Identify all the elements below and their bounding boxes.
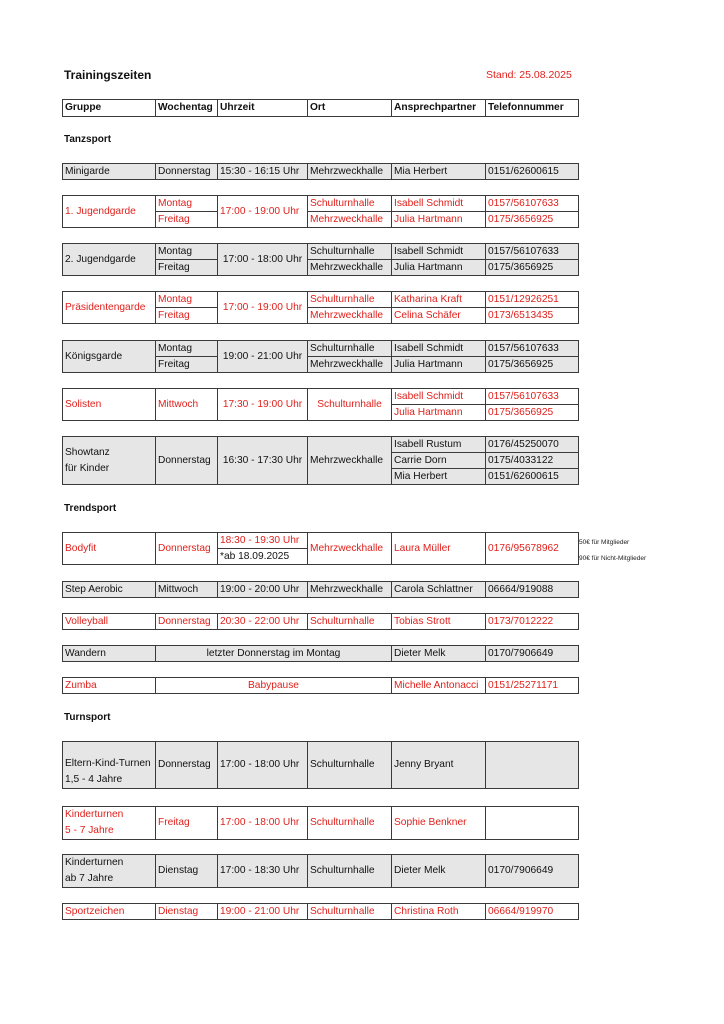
- table-row: [63, 244, 579, 260]
- cell-zeit: 17:00 - 19:00 Uhr: [218, 196, 308, 228]
- cell-tel: 0151/12926251: [486, 292, 579, 308]
- cell-zeit: 19:00 - 21:00 Uhr: [218, 904, 308, 920]
- stand-date: Stand: 25.08.2025: [486, 69, 572, 81]
- cell-person: Isabell Schmidt: [392, 244, 486, 260]
- cell-person: Katharina Kraft: [392, 292, 486, 308]
- cell-ort: Schulturnhalle: [308, 341, 392, 357]
- cell-gruppe: Königsgarde: [63, 341, 156, 373]
- cell-zeit-note: *ab 18.09.2025: [218, 549, 308, 565]
- cell-zeit: 20:30 - 22:00 Uhr: [218, 614, 308, 630]
- cell-tel: 0173/7012222: [486, 614, 579, 630]
- cell-person: Isabell Rustum: [392, 437, 486, 453]
- cell-tel: 0151/62600615: [486, 164, 579, 180]
- cell-info: letzter Donnerstag im Montag: [156, 646, 392, 662]
- cell-tag: Donnerstag: [156, 437, 218, 485]
- table-kinderturnen-5-7: [62, 806, 579, 840]
- cell-ort: Schulturnhalle: [308, 742, 392, 789]
- cell-gruppe: Minigarde: [63, 164, 156, 180]
- cell-ort: Schulturnhalle: [308, 196, 392, 212]
- table-row: [63, 341, 579, 357]
- cell-ort: Schulturnhalle: [308, 807, 392, 840]
- cell-person: Isabell Schmidt: [392, 389, 486, 405]
- table-row: [63, 196, 579, 212]
- cell-tel: 0157/56107633: [486, 389, 579, 405]
- table-solisten: [62, 388, 579, 421]
- cell-ort: Mehrzweckhalle: [308, 164, 392, 180]
- cell-gruppe: Bodyfit: [63, 533, 156, 565]
- cell-gruppe: Sportzeichen: [63, 904, 156, 920]
- price-note-nonmembers: 90€ für Nicht-Mitglieder: [579, 555, 647, 562]
- gruppe-line2: 1,5 - 4 Jahre: [65, 774, 123, 785]
- cell-tel: 0170/7906649: [486, 855, 579, 888]
- cell-tel: [486, 742, 579, 789]
- header-table: [62, 99, 579, 117]
- table-step-aerobic: [62, 581, 579, 598]
- table-row: [63, 533, 579, 549]
- cell-tel: 0170/7906649: [486, 646, 579, 662]
- cell-tel: 0175/3656925: [486, 212, 579, 228]
- cell-ort: Schulturnhalle: [308, 855, 392, 888]
- table-sportzeichen: [62, 903, 579, 920]
- table-row: [63, 582, 579, 598]
- table-showtanz: [62, 436, 579, 485]
- cell-tag: Donnerstag: [156, 614, 218, 630]
- cell-tel: 06664/919970: [486, 904, 579, 920]
- cell-person: Dieter Melk: [392, 855, 486, 888]
- table-row: [63, 855, 579, 888]
- cell-tag: Freitag: [156, 308, 218, 324]
- table-row: [63, 678, 579, 694]
- gruppe-line1: Showtanz: [65, 446, 110, 458]
- table-koenigsgarde: [62, 340, 579, 373]
- cell-person: Dieter Melk: [392, 646, 486, 662]
- table-zumba: [62, 677, 579, 694]
- cell-tel: 0151/25271171: [486, 678, 579, 694]
- cell-tag: Montag: [156, 244, 218, 260]
- cell-person: Laura Müller: [392, 533, 486, 565]
- cell-tel: 0175/3656925: [486, 357, 579, 373]
- cell-person: Christina Roth: [392, 904, 486, 920]
- cell-ort: Mehrzweckhalle: [308, 533, 392, 565]
- table-row: [63, 742, 579, 789]
- cell-gruppe: Präsidentengarde: [63, 292, 156, 324]
- cell-ort: Mehrzweckhalle: [308, 212, 392, 228]
- cell-tel: 0151/62600615: [486, 469, 579, 485]
- cell-person: Sophie Benkner: [392, 807, 486, 840]
- cell-zeit: 17:00 - 18:30 Uhr: [218, 855, 308, 888]
- section-trendsport: Trendsport: [64, 503, 117, 514]
- cell-tel: 0176/95678962: [486, 533, 579, 565]
- table-volleyball: [62, 613, 579, 630]
- cell-gruppe: Wandern: [63, 646, 156, 662]
- cell-tag: Montag: [156, 292, 218, 308]
- table-row: [63, 437, 579, 453]
- cell-tag: Freitag: [156, 807, 218, 840]
- cell-gruppe: Zumba: [63, 678, 156, 694]
- cell-person: Michelle Antonacci: [392, 678, 486, 694]
- cell-ort: Schulturnhalle: [308, 292, 392, 308]
- cell-tag: Montag: [156, 196, 218, 212]
- col-gruppe: Gruppe: [63, 100, 156, 117]
- cell-gruppe: [63, 807, 156, 840]
- cell-person: Julia Hartmann: [392, 260, 486, 276]
- col-uhrzeit: Uhrzeit: [218, 100, 308, 117]
- cell-person: Mia Herbert: [392, 164, 486, 180]
- cell-tag: Donnerstag: [156, 742, 218, 789]
- cell-ort: Mehrzweckhalle: [308, 308, 392, 324]
- table-jugendgarde-2: [62, 243, 579, 276]
- cell-person: Tobias Strott: [392, 614, 486, 630]
- table-row: [63, 646, 579, 662]
- table-row: [63, 292, 579, 308]
- cell-ort: Schulturnhalle: [308, 244, 392, 260]
- cell-zeit: 17:00 - 18:00 Uhr: [218, 807, 308, 840]
- cell-person: Carola Schlattner: [392, 582, 486, 598]
- cell-tag: Mittwoch: [156, 582, 218, 598]
- page-title: Trainingszeiten: [64, 68, 152, 82]
- cell-zeit: 19:00 - 20:00 Uhr: [218, 582, 308, 598]
- cell-tel: 0175/3656925: [486, 260, 579, 276]
- table-praesidentengarde: [62, 291, 579, 324]
- cell-tag: Dienstag: [156, 855, 218, 888]
- cell-ort: Schulturnhalle: [308, 389, 392, 421]
- table-row: [63, 807, 579, 840]
- gruppe-line1: Eltern-Kind-Turnen: [65, 758, 151, 769]
- cell-person: Isabell Schmidt: [392, 341, 486, 357]
- cell-zeit: 17:00 - 19:00 Uhr: [218, 292, 308, 324]
- cell-zeit: 17:00 - 18:00 Uhr: [218, 742, 308, 789]
- cell-tel: 0175/3656925: [486, 405, 579, 421]
- table-eltern-kind-turnen: [62, 741, 579, 789]
- cell-person: Carrie Dorn: [392, 453, 486, 469]
- table-row: [63, 389, 579, 405]
- table-bodyfit: [62, 532, 579, 565]
- cell-tag: Dienstag: [156, 904, 218, 920]
- gruppe-line1: Kinderturnen: [65, 809, 124, 820]
- cell-ort: Mehrzweckhalle: [308, 260, 392, 276]
- gruppe-line2: 5 - 7 Jahre: [65, 825, 114, 836]
- cell-tag: Montag: [156, 341, 218, 357]
- cell-tel: [486, 807, 579, 840]
- cell-gruppe: [63, 742, 156, 789]
- table-wandern: [62, 645, 579, 662]
- cell-person: Julia Hartmann: [392, 405, 486, 421]
- cell-ort: Schulturnhalle: [308, 614, 392, 630]
- cell-gruppe: 2. Jugendgarde: [63, 244, 156, 276]
- cell-zeit: 16:30 - 17:30 Uhr: [218, 437, 308, 485]
- col-ort: Ort: [308, 100, 392, 117]
- cell-gruppe: Volleyball: [63, 614, 156, 630]
- table-row: [63, 614, 579, 630]
- cell-ort: Mehrzweckhalle: [308, 437, 392, 485]
- cell-zeit: 17:30 - 19:00 Uhr: [218, 389, 308, 421]
- gruppe-line1: Kinderturnen: [65, 857, 124, 868]
- cell-person: Mia Herbert: [392, 469, 486, 485]
- cell-zeit: 19:00 - 21:00 Uhr: [218, 341, 308, 373]
- cell-tel: 0157/56107633: [486, 341, 579, 357]
- price-note-members: 50€ für Mitglieder: [579, 539, 630, 546]
- cell-ort: Mehrzweckhalle: [308, 582, 392, 598]
- cell-gruppe: [63, 855, 156, 888]
- cell-gruppe: Solisten: [63, 389, 156, 421]
- cell-zeit: 18:30 - 19:30 Uhr: [218, 533, 308, 549]
- cell-info: Babypause: [156, 678, 392, 694]
- cell-person: Celina Schäfer: [392, 308, 486, 324]
- section-turnsport: Turnsport: [64, 712, 111, 723]
- cell-tag: Mittwoch: [156, 389, 218, 421]
- table-row: [63, 164, 579, 180]
- cell-tel: 0157/56107633: [486, 244, 579, 260]
- cell-person: Julia Hartmann: [392, 212, 486, 228]
- cell-tag: Freitag: [156, 357, 218, 373]
- section-tanzsport: Tanzsport: [64, 134, 112, 145]
- cell-gruppe: [63, 437, 156, 485]
- cell-ort: Schulturnhalle: [308, 904, 392, 920]
- cell-tag: Freitag: [156, 260, 218, 276]
- cell-tel: 0176/45250070: [486, 437, 579, 453]
- table-jugendgarde-1: [62, 195, 579, 228]
- cell-zeit: 17:00 - 18:00 Uhr: [218, 244, 308, 276]
- col-telefon: Telefonnummer: [486, 100, 579, 117]
- cell-tag: Freitag: [156, 212, 218, 228]
- cell-gruppe: 1. Jugendgarde: [63, 196, 156, 228]
- cell-gruppe: Step Aerobic: [63, 582, 156, 598]
- cell-zeit: 15:30 - 16:15 Uhr: [218, 164, 308, 180]
- gruppe-line2: für Kinder: [65, 462, 110, 474]
- col-wochentag: Wochentag: [156, 100, 218, 117]
- table-row: [63, 904, 579, 920]
- cell-tel: 06664/919088: [486, 582, 579, 598]
- cell-ort: Mehrzweckhalle: [308, 357, 392, 373]
- cell-tel: 0175/4033122: [486, 453, 579, 469]
- col-ansprechpartner: Ansprechpartner: [392, 100, 486, 117]
- cell-tel: 0173/6513435: [486, 308, 579, 324]
- table-kinderturnen-ab-7: [62, 854, 579, 888]
- cell-tag: Donnerstag: [156, 164, 218, 180]
- cell-tag: Donnerstag: [156, 533, 218, 565]
- cell-person: Julia Hartmann: [392, 357, 486, 373]
- cell-tel: 0157/56107633: [486, 196, 579, 212]
- gruppe-line2: ab 7 Jahre: [65, 873, 114, 884]
- cell-person: Jenny Bryant: [392, 742, 486, 789]
- table-minigarde: [62, 163, 579, 180]
- cell-person: Isabell Schmidt: [392, 196, 486, 212]
